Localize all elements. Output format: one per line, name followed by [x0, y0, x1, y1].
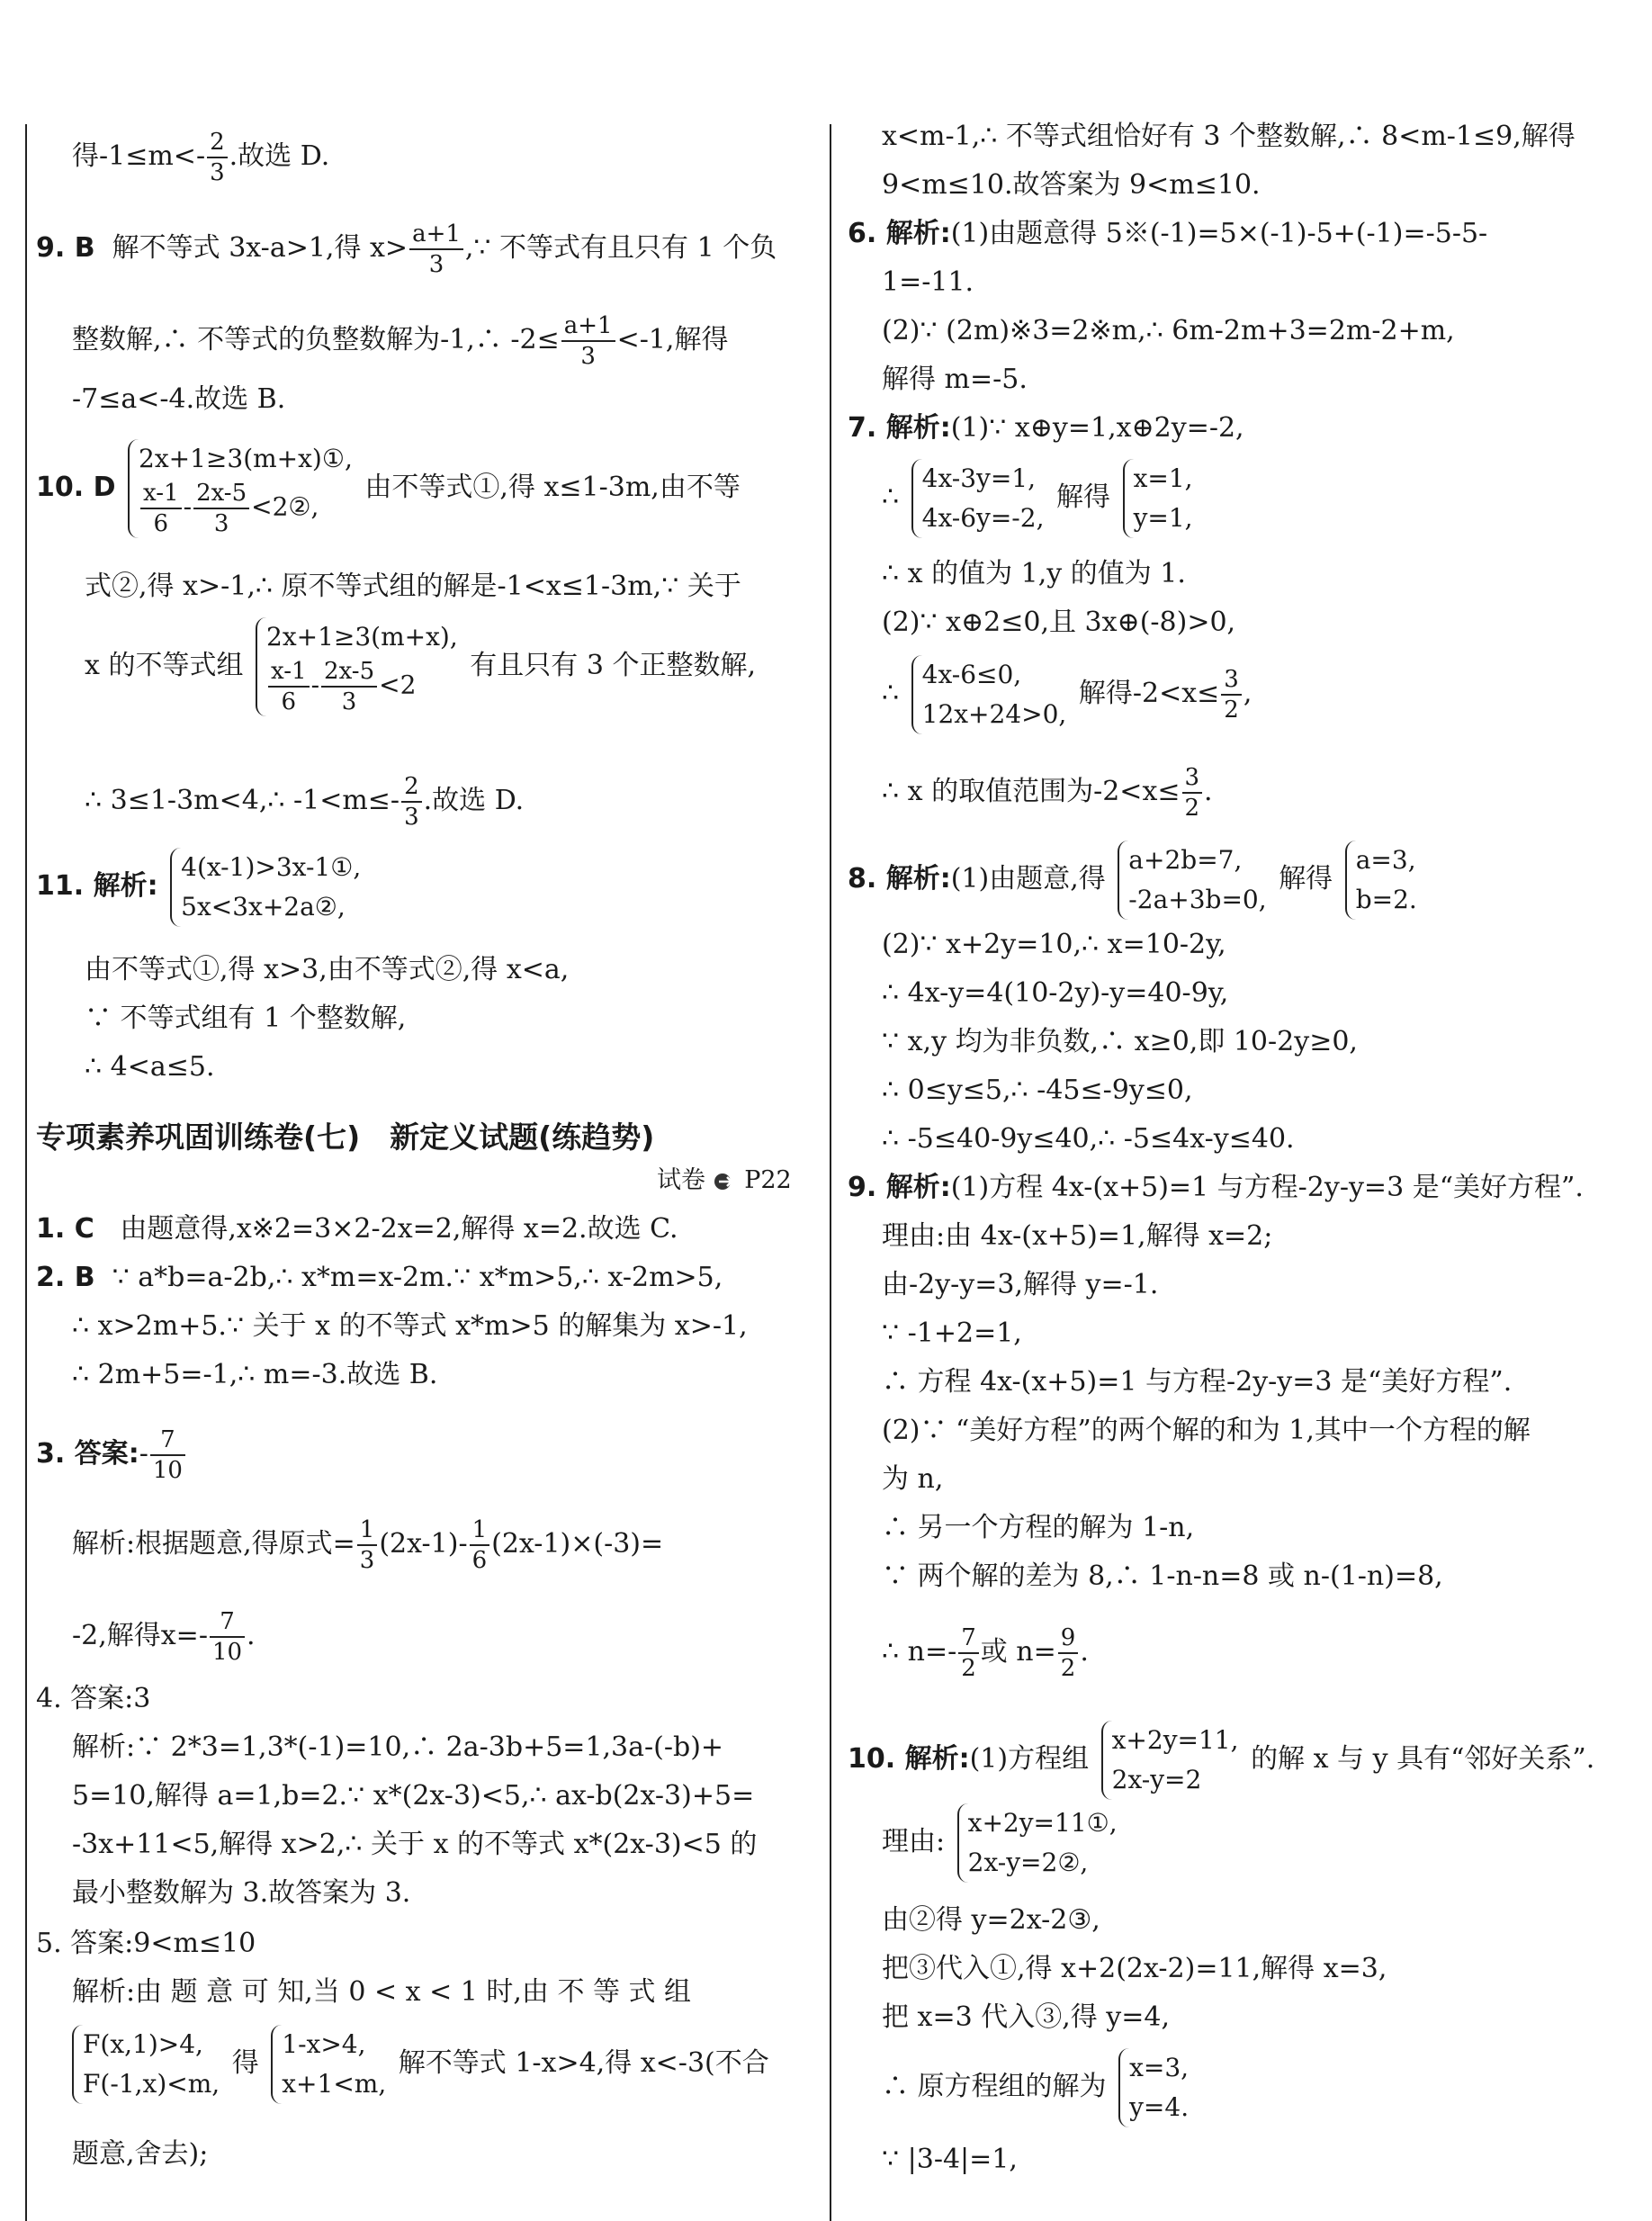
exercise-7-line2: ∴ 4x-3y=1, 4x-6y=-2, 解得 x=1, y=1, — [882, 459, 1197, 538]
inequality-system: 2x+1≥3(m+x), $\frac{x-1}{6}$ - $\frac{2x-5}{3}$ <2 — [256, 617, 458, 716]
problem-11-line2: 由不等式①,得 x>3,由不等式②,得 x<a, — [85, 954, 570, 985]
exercise-10: 10. 解析:(1)方程组 x+2y=11, 2x-y=2 的解 x 与 y 具有“邻好关系”. — [848, 1721, 1594, 1800]
exercise-6: 6. 解析:(1)由题意得 5※(-1)=5×(-1)-5+(-1)=-5-5- — [848, 218, 1488, 249]
exercise-9-line9: ∵ 两个解的差为 8,∴ 1-n-n=8 或 n-(1-n)=8, — [882, 1560, 1443, 1592]
problem-10: 10. D 2x+1≥3(m+x)①, $\frac{x-1}{6}$ - $\frac{2x-5}{3}$ <2②, 由不等式①,得 x≤1-3m,由不等 — [36, 439, 741, 538]
equation-system: 4x-3y=1, 4x-6y=-2, — [911, 459, 1045, 538]
equation-system: a+2b=7, -2a+3b=0, — [1118, 841, 1266, 920]
inequality-system: 4x-6≤0, 12x+24>0, — [911, 655, 1067, 734]
exercise-9-line8: ∴ 另一个方程的解为 1-n, — [882, 1512, 1195, 1543]
exercise-5-line3: F(x,1)>4, F(-1,x)<m, 得 1-x>4, x+1<m, 解不等式 1-x>4,得 x<-3(不合 — [68, 2025, 769, 2104]
exercise-10-line5: 把 x=3 代入③,得 y=4, — [882, 2001, 1170, 2033]
equation-system: x=3, y=4. — [1118, 2048, 1189, 2127]
exercise-9-line3: 由-2y-y=3,解得 y=-1. — [882, 1269, 1159, 1300]
page-reference: 试卷 P22 — [657, 1166, 792, 1194]
exercise-2-line2: ∴ x>2m+5.∵ 关于 x 的不等式 x*m>5 的解集为 x>-1, — [72, 1310, 748, 1342]
arrow-right-icon — [714, 1173, 737, 1191]
exercise-5-line4: 题意,舍去); — [72, 2138, 209, 2170]
problem-11-line4: ∴ 4<a≤5. — [85, 1051, 215, 1083]
exercise-9: 9. 解析:(1)方程 4x-(x+5)=1 与方程-2y-y=3 是“美好方程”. — [848, 1172, 1584, 1203]
inequality-system: 4(x-1)>3x-1①, 5x<3x+2a②, — [170, 848, 361, 927]
exercise-8-line4: ∵ x,y 均为非负数,∴ x≥0,即 10-2y≥0, — [882, 1026, 1358, 1057]
exercise-9-line10: ∴ n=- $\frac{7}{2}$ 或 n= $\frac{9}{2}$ . — [882, 1624, 1089, 1682]
exercise-7-line4: (2)∵ x⊕2≤0,且 3x⊕(-8)>0, — [882, 607, 1236, 638]
equation-system: x=1, y=1, — [1123, 459, 1193, 538]
exercise-8-line6: ∴ -5≤40-9y≤40,∴ -5≤4x-y≤40. — [882, 1123, 1295, 1155]
inequality-system: 1-x>4, x+1<m, — [271, 2025, 386, 2104]
exercise-6-line3: (2)∵ (2m)※3=2※m,∴ 6m-2m+3=2m-2+m, — [882, 315, 1455, 346]
exercise-7-line5: ∴ 4x-6≤0, 12x+24>0, 解得-2<x≤ $\frac{3}{2}$ , — [882, 655, 1252, 734]
exercise-9-line7: 为 n, — [882, 1463, 944, 1495]
exercise-8: 8. 解析:(1)由题意,得 a+2b=7, -2a+3b=0, 解得 a=3, b=2. — [848, 841, 1421, 920]
exercise-10-line3: 由②得 y=2x-2③, — [882, 1904, 1100, 1936]
problem-9-line3: -7≤a<-4.故选 B. — [72, 383, 286, 415]
exercise-10-line4: 把③代入①,得 x+2(2x-2)=11,解得 x=3, — [882, 1953, 1387, 1984]
problem-10-line3: x 的不等式组 2x+1≥3(m+x), $\frac{x-1}{6}$ - $\frac{2x-5}{3}$ <2 有且只有 3 个正整数解, — [85, 617, 756, 716]
exercise-9-line2: 理由:由 4x-(x+5)=1,解得 x=2; — [882, 1220, 1273, 1252]
exercise-1: 1. C 由题意得,x※2=3×2-2x=2,解得 x=2.故选 C. — [36, 1213, 678, 1245]
equation-system: a=3, b=2. — [1345, 841, 1417, 920]
exercise-4-line4: -3x+11<5,解得 x>2,∴ 关于 x 的不等式 x*(2x-3)<5 的 — [72, 1829, 758, 1860]
exercise-8-line3: ∴ 4x-y=4(10-2y)-y=40-9y, — [882, 977, 1229, 1009]
exercise-6-line2: 1=-11. — [882, 266, 974, 298]
inequality-system: 2x+1≥3(m+x)①, $\frac{x-1}{6}$ - $\frac{2x-5}{3}$ <2②, — [128, 439, 353, 538]
exercise-2: 2. B ∵ a*b=a-2b,∴ x*m=x-2m.∵ x*m>5,∴ x-2m>5, — [36, 1262, 723, 1293]
exercise-9-line6: (2)∵ “美好方程”的两个解的和为 1,其中一个方程的解 — [882, 1415, 1531, 1446]
problem-10-line2: 式②,得 x>-1,∴ 原不等式组的解是-1<x≤1-3m,∵ 关于 — [85, 571, 741, 602]
line-continuation-right-2: 9<m≤10.故答案为 9<m≤10. — [882, 169, 1261, 201]
exercise-8-line5: ∴ 0≤y≤5,∴ -45≤-9y≤0, — [882, 1075, 1193, 1106]
problem-11: 11. 解析: 4(x-1)>3x-1①, 5x<3x+2a②, — [36, 848, 364, 927]
exercise-6-line4: 解得 m=-5. — [882, 364, 1028, 395]
line-continuation-right: x<m-1,∴ 不等式组恰好有 3 个整数解,∴ 8<m-1≤9,解得 — [882, 121, 1576, 152]
line-continuation: 得-1≤m<- $\frac{2}{3}$ .故选 D. — [72, 129, 330, 186]
exercise-5-line2: 解析:由 题 意 可 知,当 0 < x < 1 时,由 不 等 式 组 — [72, 1976, 692, 2008]
problem-10-line4: ∴ 3≤1-3m<4,∴ -1<m≤- $\frac{2}{3}$ .故选 D. — [85, 773, 525, 831]
exercise-9-line4: ∵ -1+2=1, — [882, 1317, 1022, 1349]
exercise-3-line2: 解析:根据题意,得原式= $\frac{1}{3}$ (2x-1)- $\frac{1}{6}$ (2x-1)×(-3)= — [72, 1516, 664, 1574]
exercise-10-line6: ∴ 原方程组的解为 x=3, y=4. — [882, 2048, 1192, 2127]
equation-system: x+2y=11①, 2x-y=2②, — [957, 1803, 1118, 1883]
exercise-4-line3: 5=10,解得 a=1,b=2.∵ x*(2x-3)<5,∴ ax-b(2x-3)+5= — [72, 1780, 755, 1812]
problem-11-line3: ∵ 不等式组有 1 个整数解, — [85, 1003, 407, 1034]
exercise-3-line3: -2,解得x=- $\frac{7}{10}$ . — [72, 1608, 256, 1666]
inequality-system: F(x,1)>4, F(-1,x)<m, — [72, 2025, 220, 2104]
exercise-2-line3: ∴ 2m+5=-1,∴ m=-3.故选 B. — [72, 1359, 438, 1390]
section-title: 专项素养巩固训练卷(七) 新定义试题(练趋势) — [36, 1119, 655, 1155]
right-column — [826, 0, 1652, 2221]
exercise-7-line3: ∴ x 的值为 1,y 的值为 1. — [882, 558, 1186, 589]
problem-9-line2: 整数解,∴ 不等式的负整数解为-1,∴ -2≤ $\frac{a+1}{3}$ <-1,解得 — [72, 312, 729, 370]
exercise-3: 3. 答案:- $\frac{7}{10}$ — [36, 1425, 187, 1485]
equation-system: x+2y=11, 2x-y=2 — [1101, 1721, 1239, 1800]
exercise-4-line2: 解析:∵ 2*3=1,3*(-1)=10,∴ 2a-3b+5=1,3a-(-b)+ — [72, 1731, 724, 1763]
exercise-9-line5: ∴ 方程 4x-(x+5)=1 与方程-2y-y=3 是“美好方程”. — [882, 1366, 1513, 1398]
exercise-5: 5. 答案:9<m≤10 — [36, 1928, 256, 1959]
exercise-4-line5: 最小整数解为 3.故答案为 3. — [72, 1877, 411, 1909]
exercise-7: 7. 解析:(1)∵ x⊕y=1,x⊕2y=-2, — [848, 412, 1244, 444]
problem-9: 9. B 解不等式 3x-a>1,得 x> $\frac{a+1}{3}$ ,∵ 不等式有且只有 1 个负 — [36, 220, 777, 278]
exercise-7-line6: ∴ x 的取值范围为-2<x≤ $\frac{3}{2}$ . — [882, 764, 1213, 822]
exercise-4: 4. 答案:3 — [36, 1683, 151, 1714]
exercise-8-line2: (2)∵ x+2y=10,∴ x=10-2y, — [882, 929, 1226, 960]
exercise-10-line7: ∵ |3-4|=1, — [882, 2144, 1018, 2175]
exercise-10-line2: 理由: x+2y=11①, 2x-y=2②, — [882, 1803, 1121, 1883]
